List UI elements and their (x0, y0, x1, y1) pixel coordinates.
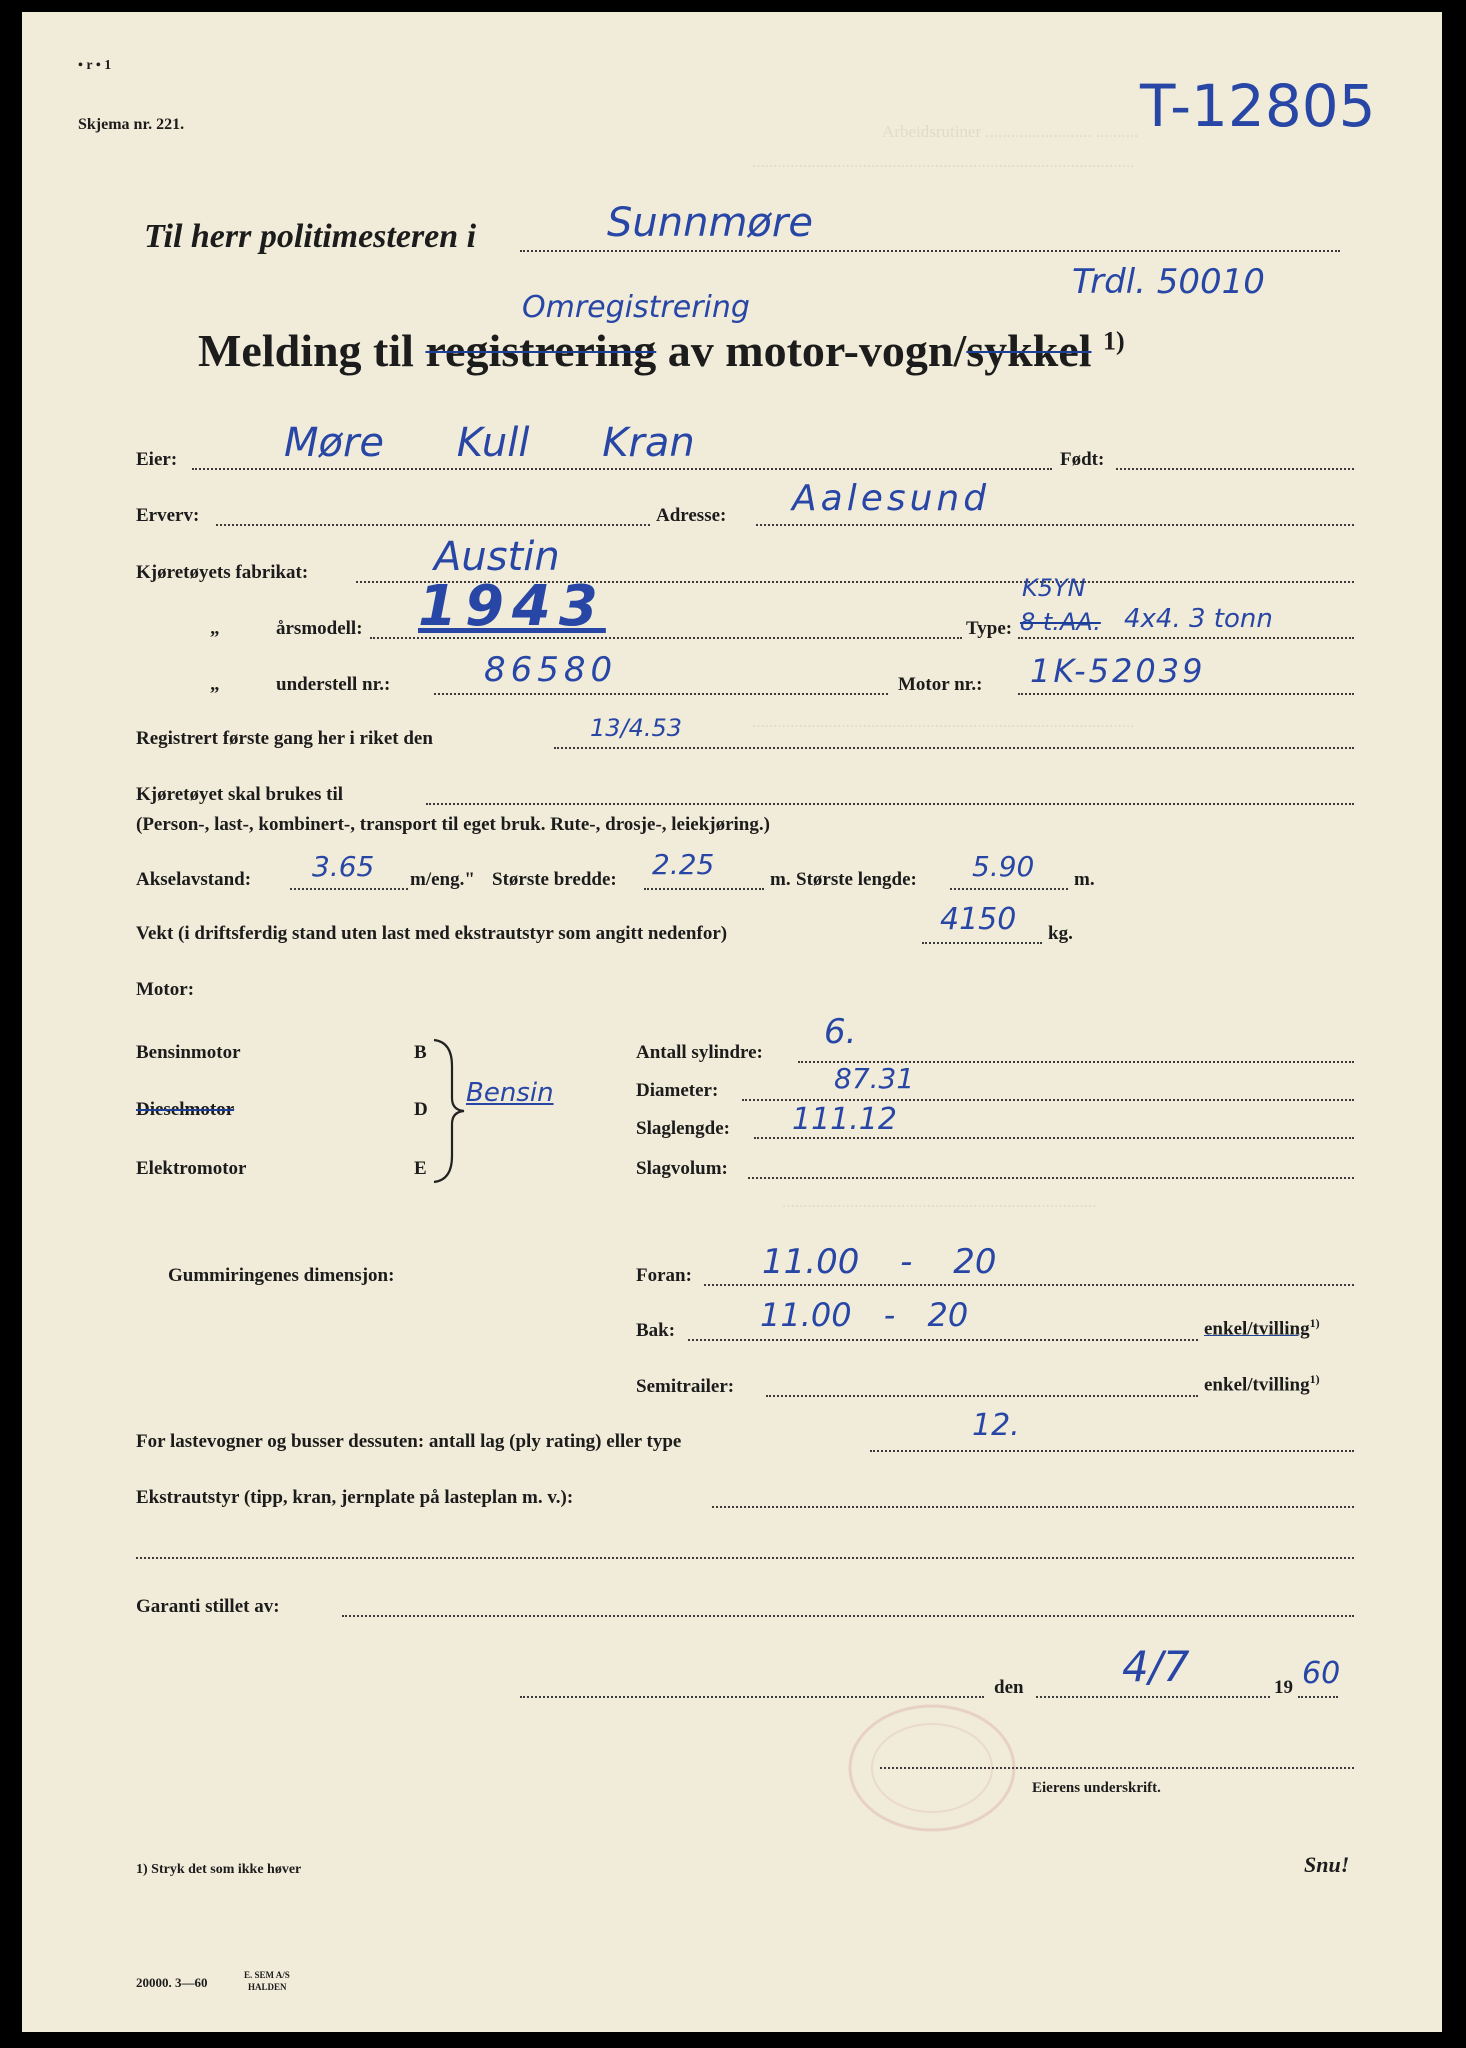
fabrikat-label: Kjøretøyets fabrikat: (136, 562, 309, 583)
semitrailer-enkel-tvilling (1204, 1372, 1320, 1396)
title-sykkel: sykkel (966, 325, 1092, 376)
akselavstand-line (290, 888, 408, 890)
year-prefix: 19 (1274, 1677, 1293, 1698)
sylindre-value: 6. (824, 1012, 857, 1052)
vekt-label: Vekt (i driftsferdig stand uten last med ekstrautstyr som angitt nedenfor) (136, 923, 728, 944)
brace-icon (430, 1036, 470, 1186)
snu-text: Snu! (1304, 1852, 1350, 1877)
semitrailer-enkel-text: enkel/tvilling (1204, 1374, 1310, 1396)
elektro-label (136, 1158, 246, 1180)
bredde-label: Største bredde: (492, 869, 617, 890)
semitrailer-line (766, 1395, 1198, 1397)
elektro-label-text: Elektromotor (136, 1158, 247, 1179)
lengde-label: Største lengde: (796, 869, 917, 890)
date-line (1036, 1696, 1270, 1698)
bredde-line (644, 888, 764, 890)
brace-handwritten: Bensin (466, 1078, 554, 1108)
sylindre-label: Antall sylindre: (636, 1042, 763, 1063)
type-value: 4x4. 3 tonn (1124, 604, 1273, 634)
slaglengde-label: Slaglengde: (636, 1118, 730, 1139)
slaglengde-value: 111.12 (792, 1102, 897, 1137)
title-superscript: 1) (1103, 326, 1125, 356)
arsmodell-value: 1943 (418, 574, 606, 639)
bleed-through-text: .......................................................................... (782, 1192, 1097, 1211)
diesel-label: Dieselmotor (136, 1099, 235, 1120)
erverv-line (216, 524, 650, 526)
title-av: av motor-vogn/ (667, 325, 967, 376)
registrert-value: 13/4.53 (590, 714, 683, 742)
slagvolum-label: Slagvolum: (636, 1158, 728, 1179)
print-info: 20000. 3—60 (136, 1975, 208, 1990)
bleed-through-text: .......................................................................................... (752, 712, 1135, 731)
lastevogn-label: For lastevogner og busser dessuten: antall lag (ply rating) eller type (136, 1431, 682, 1452)
lengde-unit: m. (1074, 869, 1095, 890)
underskrift-label: Eierens underskrift. (1032, 1780, 1161, 1796)
elektro-code: E (414, 1158, 427, 1179)
addressee-value: Sunnmøre (607, 200, 813, 246)
eier-label: Eier: (136, 449, 178, 470)
bak-label: Bak: (636, 1320, 676, 1341)
understell-value: 86580 (484, 650, 618, 690)
bleed-through-text: .......................................................................................... (752, 152, 1135, 171)
diameter-label: Diameter: (636, 1080, 719, 1101)
type-label: Type: (966, 618, 1013, 639)
year-line (1298, 1696, 1338, 1698)
ekstrautstyr-line-2 (136, 1557, 1354, 1559)
form-page (22, 12, 1442, 2032)
vekt-value: 4150 (940, 902, 1017, 937)
arsmodell-label: årsmodell: (276, 618, 363, 639)
title-handwritten-reference: Trdl. 50010 (1072, 262, 1265, 302)
registrert-label: Registrert første gang her i riket den (136, 728, 433, 749)
motor-nr-line (1018, 693, 1354, 695)
akselavstand-label: Akselavstand: (136, 869, 252, 890)
bensin-code: B (414, 1042, 427, 1063)
brukes-note: (Person-, last-, kombinert-, transport til eget bruk. Rute-, drosje-, leiekjøring.) (136, 814, 770, 835)
schema-number: Skjema nr. 221. (78, 116, 185, 133)
type-struck: 8 t.AA. (1020, 608, 1101, 636)
akselavstand-unit: m/eng." (410, 869, 475, 890)
page-title (198, 324, 1125, 377)
ekstrautstyr-label: Ekstrautstyr (tipp, kran, jernplate på lasteplan m. v.): (136, 1487, 574, 1508)
garanti-label: Garanti stillet av: (136, 1596, 280, 1617)
brukes-line (426, 803, 1354, 805)
brukes-label: Kjøretøyet skal brukes til (136, 784, 344, 805)
understell-line (434, 693, 888, 695)
slagvolum-line (748, 1177, 1354, 1179)
registrert-line (554, 747, 1354, 749)
adresse-line (756, 524, 1354, 526)
bredde-value: 2.25 (652, 848, 715, 881)
faint-stamp-icon (842, 1698, 1022, 1838)
eier-value: Møre Kull Kran (284, 420, 695, 466)
understell-label: understell nr.: (276, 674, 391, 695)
ditto-mark-1: „ (210, 618, 220, 639)
bak-enkel-tvilling (1204, 1316, 1320, 1340)
akselavstand-value: 3.65 (312, 850, 375, 883)
foran-value: 11.00 - 20 (762, 1242, 997, 1282)
type-line (1018, 637, 1354, 639)
bredde-unit: m. (770, 869, 791, 890)
addressee-label: Til herr politimesteren i (144, 218, 477, 255)
ekstrautstyr-line-1 (712, 1506, 1354, 1508)
semitrailer-enkel-sup: 1) (1309, 1372, 1320, 1386)
ditto-mark-2: „ (210, 674, 220, 695)
lengde-line (950, 888, 1068, 890)
motor-nr-value: 1K-52039 (1030, 652, 1206, 690)
fodt-line (1116, 468, 1354, 470)
semitrailer-label: Semitrailer: (636, 1376, 735, 1397)
eier-line (192, 468, 1052, 470)
lastevogn-value: 12. (972, 1408, 1020, 1443)
bak-enkel-text: enkel/tvilling (1204, 1318, 1310, 1340)
garanti-line (342, 1615, 1354, 1617)
foran-label: Foran: (636, 1265, 692, 1286)
addressee-line (520, 250, 1340, 252)
adresse-value: Aalesund (792, 478, 991, 519)
vekt-unit: kg. (1048, 923, 1073, 944)
bensin-label: Bensinmotor (136, 1042, 241, 1063)
type-above: K5YN (1022, 574, 1086, 602)
fodt-label: Født: (1060, 449, 1105, 470)
date-value: 4/7 (1122, 1642, 1190, 1691)
lengde-value: 5.90 (972, 850, 1035, 883)
bleed-through-text: Arbeidsrutiner ......................... .......... (882, 122, 1139, 141)
erverv-label: Erverv: (136, 505, 200, 526)
bak-line (688, 1339, 1198, 1341)
den-label: den (994, 1677, 1024, 1698)
motor-nr-label: Motor nr.: (898, 674, 983, 695)
printer-line-1: E. SEM A/S (244, 1970, 290, 1980)
tires-section-label: Gummiringenes dimensjon: (168, 1265, 395, 1286)
title-handwritten-insert: Omregistrering (522, 290, 750, 325)
bak-enkel-sup: 1) (1309, 1316, 1320, 1330)
stamp-number: T-12805 (1140, 72, 1376, 140)
printer-line-2: HALDEN (248, 1982, 287, 1992)
motor-section-label: Motor: (136, 979, 195, 1000)
title-melding: Melding til (198, 325, 414, 376)
diesel-code: D (414, 1099, 428, 1120)
title-registrering: registrering (425, 325, 657, 376)
year-value: 60 (1302, 1656, 1341, 1691)
footnote: 1) Stryk det som ikke høver (136, 1862, 302, 1877)
fabrikat-value: Austin (434, 534, 560, 580)
bak-value: 11.00 - 20 (760, 1296, 969, 1334)
diameter-value: 87.31 (834, 1062, 915, 1095)
corner-marks: • r • 1 (78, 58, 112, 73)
diameter-line (742, 1099, 1354, 1101)
slaglengde-line (754, 1137, 1354, 1139)
adresse-label: Adresse: (656, 505, 727, 526)
vekt-line (922, 942, 1042, 944)
foran-line (704, 1284, 1354, 1286)
lastevogn-line (870, 1450, 1354, 1452)
